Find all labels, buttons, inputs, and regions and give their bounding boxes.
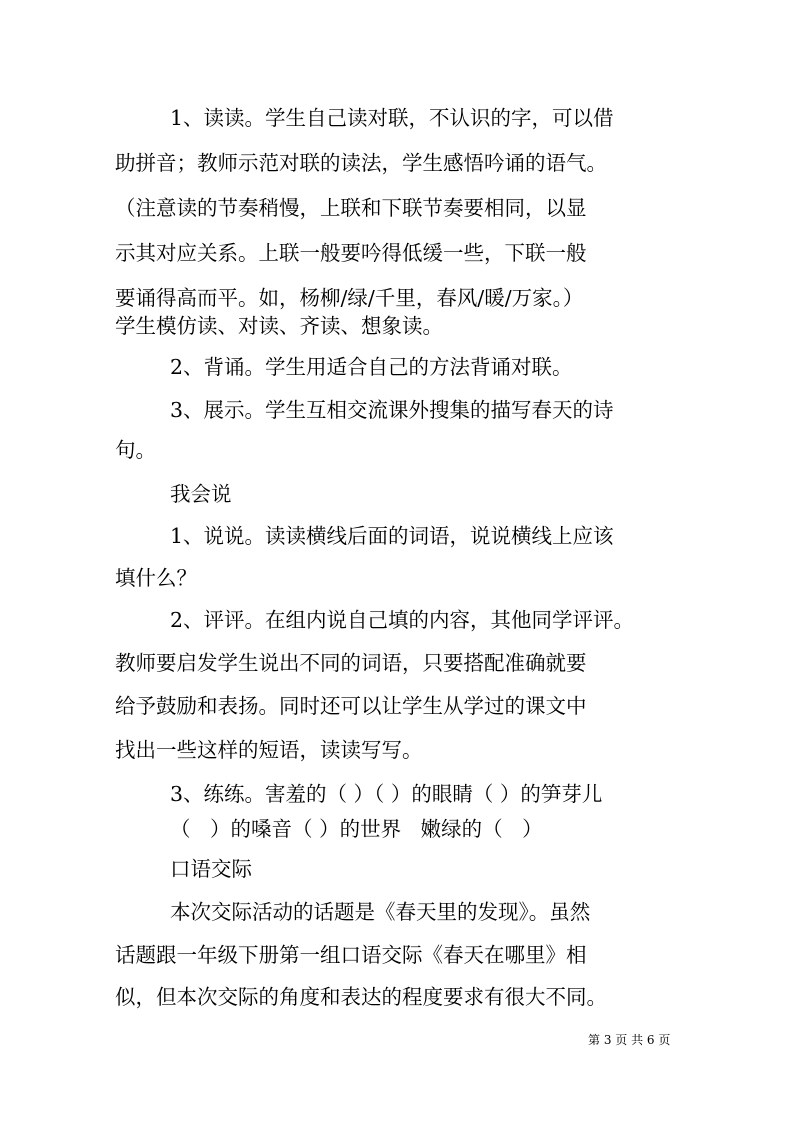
paragraph-line: 句。 xyxy=(115,438,156,462)
paragraph-line: 3、展示。学生互相交流课外搜集的描写春天的诗 xyxy=(170,398,614,422)
paragraph-line: 学生模仿读、对读、齐读、想象读。 xyxy=(115,314,443,338)
paragraph-line: 找出一些这样的短语，读读写写。 xyxy=(115,738,423,762)
paragraph-line: （ ）的嗓音（ ）的世界 嫩绿的（ ） xyxy=(170,817,543,841)
paragraph-line: 给予鼓励和表扬。同时还可以让学生从学过的课文中 xyxy=(115,694,587,718)
paragraph-line: 2、评评。在组内说自己填的内容，其他同学评评。 xyxy=(170,608,635,632)
paragraph-line: （注意读的节奏稍慢，上联和下联节奏要相同，以显 xyxy=(115,196,587,220)
section-heading: 口语交际 xyxy=(170,857,252,881)
paragraph-line: 本次交际活动的话题是《春天里的发现》。虽然 xyxy=(170,900,591,924)
paragraph-line: 示其对应关系。上联一般要吟得低缓一些，下联一般 xyxy=(115,241,587,265)
paragraph-line: 2、背诵。学生用适合自己的方法背诵对联。 xyxy=(170,355,573,379)
paragraph-line: 3、练练。害羞的（ ）（ ）的眼睛（ ）的笋芽儿 xyxy=(170,782,603,806)
paragraph-line: 助拼音；教师示范对联的读法，学生感悟吟诵的语气。 xyxy=(115,151,607,175)
page-number-footer: 第 3 页 共 6 页 xyxy=(588,1033,671,1047)
paragraph-line: 要诵得高而平。如，杨柳/绿/千里，春风/暖/万家。） xyxy=(115,286,584,310)
paragraph-line: 填什么？ xyxy=(115,566,197,590)
paragraph-line: 1、说说。读读横线后面的词语，说说横线上应该 xyxy=(170,524,614,548)
section-heading: 我会说 xyxy=(170,482,232,506)
paragraph-line: 话题跟一年级下册第一组口语交际《春天在哪里》相 xyxy=(115,943,587,967)
paragraph-line: 1、读读。学生自己读对联，不认识的字，可以借 xyxy=(170,106,614,130)
paragraph-line: 似，但本次交际的角度和表达的程度要求有很大不同。 xyxy=(115,985,607,1009)
paragraph-line: 教师要启发学生说出不同的词语，只要搭配准确就要 xyxy=(115,651,587,675)
